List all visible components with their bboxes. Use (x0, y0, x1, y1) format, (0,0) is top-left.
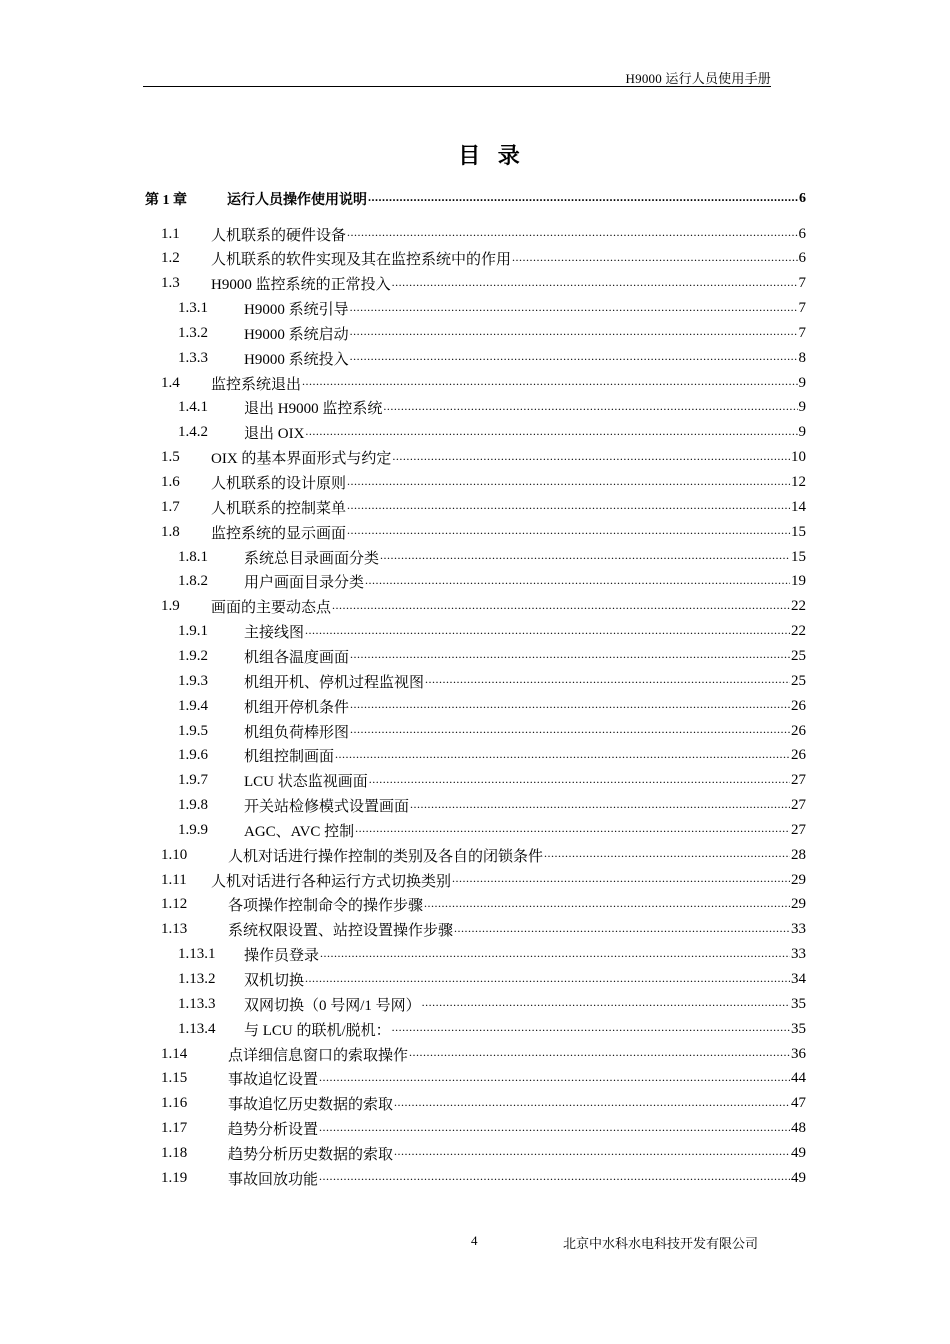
toc-entry[interactable] (178, 969, 806, 991)
toc-leader-dots (350, 695, 790, 717)
toc-entry-number: 1.12 (161, 896, 188, 913)
toc-entry[interactable] (161, 1167, 806, 1189)
toc-entry-title: 机组各温度画面 (244, 649, 350, 666)
toc-leader-dots (320, 944, 790, 966)
toc-entry[interactable] (178, 819, 806, 841)
toc-entry-page: 22 (791, 598, 806, 615)
toc-leader-dots (319, 1167, 790, 1189)
toc-entry-title: 退出 H9000 监控系统 (244, 401, 383, 418)
toc-leader-dots (544, 844, 790, 866)
toc-leader-dots (425, 670, 790, 692)
toc-entry-page: 7 (798, 324, 806, 341)
toc-entry-page: 35 (791, 1020, 806, 1037)
toc-entry-page: 22 (791, 623, 806, 640)
toc-entry[interactable] (161, 1068, 806, 1090)
toc-entry-page: 35 (791, 995, 806, 1012)
toc-entry-page: 49 (791, 1169, 806, 1186)
toc-entry-number: 1.8.1 (178, 548, 208, 565)
toc-entry-title: 事故回放功能 (228, 1171, 319, 1188)
toc-entry-number: 1.9 (161, 598, 180, 615)
toc-leader-dots (512, 248, 797, 270)
toc-entry[interactable] (178, 347, 806, 369)
toc-entry-page: 29 (791, 896, 806, 913)
toc-entry-page: 48 (791, 1120, 806, 1137)
toc-entry[interactable] (178, 795, 806, 817)
toc-entry-page: 25 (791, 647, 806, 664)
toc-entry-page: 7 (798, 275, 806, 292)
toc-entry-title: H9000 监控系统的正常投入 (211, 277, 391, 294)
toc-entry-title: 机组负荷棒形图 (244, 724, 350, 741)
toc-entry[interactable] (161, 596, 806, 618)
toc-entry-page: 33 (791, 921, 806, 938)
toc-entry-title: 人机联系的设计原则 (211, 476, 347, 492)
toc-leader-dots (305, 422, 797, 444)
toc-entry[interactable] (161, 894, 806, 916)
toc-entry-number: 1.13.4 (178, 1020, 216, 1037)
toc-entry[interactable] (161, 521, 806, 543)
toc-entry-number: 1.15 (161, 1070, 188, 1087)
toc-entry[interactable] (178, 745, 806, 767)
toc-entry-page: 9 (798, 374, 806, 391)
toc-entry-title: 画面的主要动态点 (211, 600, 332, 617)
toc-leader-dots (350, 645, 790, 667)
toc-leader-dots (335, 745, 790, 767)
toc-entry[interactable] (161, 496, 806, 518)
toc-leader-dots (332, 596, 790, 618)
toc-entry-title: 系统权限设置、站控设置操作步骤 (228, 923, 454, 940)
toc-entry-page: 33 (791, 946, 806, 963)
toc-entry[interactable] (178, 993, 806, 1015)
toc-leader-dots (383, 397, 797, 419)
toc-leader-dots (305, 621, 790, 643)
toc-entry-title: H9000 系统启动 (244, 326, 349, 343)
toc-leader-dots (424, 894, 790, 916)
toc-entry-page: 19 (791, 573, 806, 590)
toc-entry-number: 1.2 (161, 250, 180, 267)
toc-leader-dots (319, 1068, 790, 1090)
toc-entry-page: 12 (791, 474, 806, 490)
toc-leader-dots (319, 1118, 790, 1140)
toc-entry-title: 监控系统退出 (211, 376, 302, 393)
toc-leader-dots (347, 223, 797, 245)
toc-entry-page: 6 (798, 250, 806, 267)
toc-entry-number: 1.9.5 (178, 722, 208, 739)
toc-entry-number: 1.6 (161, 474, 180, 490)
toc-entry[interactable] (178, 770, 806, 792)
toc-entry-title: LCU 状态监视画面 (244, 774, 368, 791)
toc-entry[interactable] (161, 869, 806, 891)
toc-leader-dots (380, 546, 790, 568)
toc-entry-number: 1.3.1 (178, 300, 208, 317)
toc-entry-page: 28 (791, 846, 806, 863)
toc-entry-number: 1.17 (161, 1120, 188, 1137)
toc-entry[interactable] (161, 1118, 806, 1140)
toc-entry-page: 15 (791, 548, 806, 565)
toc-entry-title: 机组开停机条件 (244, 699, 350, 716)
toc-entry-page: 49 (791, 1144, 806, 1161)
toc-entry-title: 点详细信息窗口的索取操作 (228, 1047, 409, 1064)
toc-entry-number: 1.7 (161, 498, 180, 515)
toc-entry-title: 人机联系的控制菜单 (211, 500, 347, 517)
toc-leader-dots (392, 273, 798, 295)
toc-leader-dots (394, 1142, 790, 1164)
toc-entry[interactable] (161, 273, 806, 295)
toc-entry-page: 27 (791, 821, 806, 838)
toc-entry[interactable] (178, 1018, 806, 1040)
toc-entry-title: 操作员登录 (244, 948, 320, 965)
toc-entry[interactable] (178, 298, 806, 320)
toc-leader-dots (347, 521, 790, 543)
toc-entry[interactable] (161, 844, 806, 866)
toc-entry-title: 趋势分析历史数据的索取 (228, 1146, 394, 1163)
toc-entry-number: 1.4.1 (178, 399, 208, 416)
toc-entry-number: 1.13 (161, 921, 188, 938)
toc-entry-title: H9000 系统引导 (244, 302, 349, 319)
toc-entry-title: 用户画面目录分类 (244, 575, 365, 592)
toc-entry-number: 1.3.3 (178, 349, 208, 366)
toc-entry-page: 9 (798, 424, 806, 441)
page-title: 目 录 (458, 143, 526, 168)
toc-leader-dots (347, 472, 790, 494)
toc-entry-title: 机组控制画面 (244, 749, 335, 766)
toc-entry-title: H9000 系统投入 (244, 351, 349, 368)
toc-entry-title: 监控系统的显示画面 (211, 525, 347, 542)
toc-entry-title: 事故追忆设置 (228, 1072, 319, 1089)
toc-entry-title: 人机对话进行各种运行方式切换类别 (211, 873, 452, 890)
toc-entry-number: 1.9.6 (178, 747, 208, 764)
toc-entry-number: 1.9.1 (178, 623, 208, 640)
toc-entry[interactable] (161, 1093, 806, 1115)
header-title: H9000 运行人员使用手册 (625, 71, 771, 86)
toc-entry-number: 1.1 (161, 225, 180, 242)
toc-entry-page: 14 (791, 498, 806, 515)
toc-entry-title: 开关站检修模式设置画面 (244, 799, 410, 816)
toc-leader-dots (350, 298, 798, 320)
toc-entry-number: 1.13.1 (178, 946, 216, 963)
toc-entry[interactable] (161, 919, 806, 941)
toc-entry-number: 1.4.2 (178, 424, 208, 441)
toc-entry-page: 26 (791, 747, 806, 764)
toc-leader-dots (392, 1018, 790, 1040)
toc-entry-number: 1.13.2 (178, 971, 216, 987)
toc-entry[interactable] (178, 571, 806, 593)
toc-entry[interactable] (178, 422, 806, 444)
toc-entry-page: 9 (798, 399, 806, 416)
toc-leader-dots (409, 1043, 790, 1065)
footer-company: 北京中水科水电科技开发有限公司 (563, 1236, 759, 1251)
toc-leader-dots (369, 770, 790, 792)
toc-entry-title: 人机联系的软件实现及其在监控系统中的作用 (211, 252, 512, 269)
toc-entry[interactable] (161, 372, 806, 394)
toc-leader-dots (422, 993, 790, 1015)
toc-entry-title: 双机切换 (244, 973, 305, 989)
toc-entry[interactable] (161, 248, 806, 270)
toc-entry-number: 1.16 (161, 1095, 188, 1112)
toc-entry-page: 8 (798, 349, 806, 366)
header-divider (143, 86, 771, 87)
toc-entry-page: 15 (791, 523, 806, 540)
toc-entry-page: 36 (791, 1045, 806, 1062)
toc-entry-number: 1.10 (161, 846, 188, 863)
toc-entry-title: 运行人员操作使用说明 (227, 193, 367, 208)
toc-entry-page: 26 (791, 697, 806, 714)
toc-entry[interactable] (178, 546, 806, 568)
toc-entry-title: 人机联系的硬件设备 (211, 227, 347, 244)
toc-entry-title: 机组开机、停机过程监视图 (244, 674, 425, 691)
toc-entry[interactable] (178, 695, 806, 717)
toc-entry-page: 25 (791, 672, 806, 689)
toc-entry-number: 1.9.9 (178, 821, 208, 838)
toc-leader-dots (305, 969, 790, 991)
toc-entry-number: 1.8.2 (178, 573, 208, 590)
toc-entry-number: 1.9.8 (178, 797, 208, 814)
toc-leader-dots (394, 1093, 790, 1115)
toc-leader-dots (410, 795, 790, 817)
toc-entry-page: 27 (791, 797, 806, 814)
toc-entry-number: 1.19 (161, 1169, 188, 1186)
toc-entry-number: 1.11 (161, 871, 187, 888)
toc-entry-number: 1.14 (161, 1045, 188, 1062)
toc-leader-dots (368, 188, 798, 210)
toc-entry-number: 1.3.2 (178, 324, 208, 341)
toc-entry-page: 6 (799, 191, 806, 206)
toc-entry-page: 6 (798, 225, 806, 242)
toc-entry-number: 1.4 (161, 374, 180, 391)
toc-leader-dots (347, 496, 790, 518)
toc-entry[interactable] (161, 472, 806, 494)
toc-entry-title: AGC、AVC 控制 (244, 823, 355, 840)
toc-entry-title: 主接线图 (244, 625, 305, 642)
toc-leader-dots (452, 869, 790, 891)
toc-entry-number: 1.5 (161, 449, 180, 466)
toc-entry-title: 趋势分析设置 (228, 1122, 319, 1139)
toc-leader-dots (350, 322, 798, 344)
toc-entry[interactable] (178, 621, 806, 643)
toc-entry-number: 1.9.3 (178, 672, 208, 689)
toc-leader-dots (454, 919, 790, 941)
toc-entry-page: 34 (791, 971, 806, 987)
toc-entry-number: 1.8 (161, 523, 180, 540)
toc-entry-number: 1.9.7 (178, 772, 208, 789)
toc-entry-page: 47 (791, 1095, 806, 1112)
toc-entry-page: 27 (791, 772, 806, 789)
toc-entry[interactable] (161, 447, 806, 469)
toc-leader-dots (355, 819, 790, 841)
toc-leader-dots (302, 372, 797, 394)
toc-entry-page: 26 (791, 722, 806, 739)
toc-entry[interactable] (178, 944, 806, 966)
toc-entry[interactable] (161, 1043, 806, 1065)
toc-entry[interactable] (178, 322, 806, 344)
toc-entry[interactable] (178, 645, 806, 667)
toc-entry-number: 1.9.2 (178, 647, 208, 664)
toc-leader-dots (365, 571, 790, 593)
toc-entry[interactable] (161, 223, 806, 245)
toc-entry-title: OIX 的基本界面形式与约定 (211, 451, 392, 468)
toc-entry-number: 1.18 (161, 1144, 188, 1161)
toc-entry-title: 双网切换（0 号网/1 号网） (244, 997, 421, 1014)
toc-entry[interactable] (178, 720, 806, 742)
toc-entry-title: 退出 OIX (244, 426, 305, 443)
toc-leader-dots (392, 447, 790, 469)
footer-page-number: 4 (471, 1233, 478, 1248)
toc-entry-number: 1.13.3 (178, 995, 216, 1012)
toc-leader-dots (350, 720, 790, 742)
toc-entry-title: 人机对话进行操作控制的类别及各自的闭锁条件 (228, 848, 544, 865)
toc-entry[interactable] (178, 670, 806, 692)
toc-entry-page: 44 (791, 1070, 806, 1087)
toc-entry-page: 29 (791, 871, 806, 888)
toc-entry-number: 1.9.4 (178, 697, 208, 714)
toc-entry-title: 各项操作控制命令的操作步骤 (228, 898, 424, 915)
toc-leader-dots (350, 347, 798, 369)
toc-entry[interactable] (161, 1142, 806, 1164)
toc-entry-page: 7 (798, 300, 806, 317)
toc-entry-title: 事故追忆历史数据的索取 (228, 1097, 394, 1114)
toc-entry-number: 第 1 章 (145, 193, 187, 208)
toc-entry-title: 与 LCU 的联机/脱机： (244, 1022, 391, 1039)
toc-entry-title: 系统总目录画面分类 (244, 550, 380, 567)
toc-entry-page: 10 (791, 449, 806, 466)
toc-entry-number: 1.3 (161, 275, 180, 292)
toc-chapter-entry[interactable] (145, 188, 806, 210)
toc-entry[interactable] (178, 397, 806, 419)
